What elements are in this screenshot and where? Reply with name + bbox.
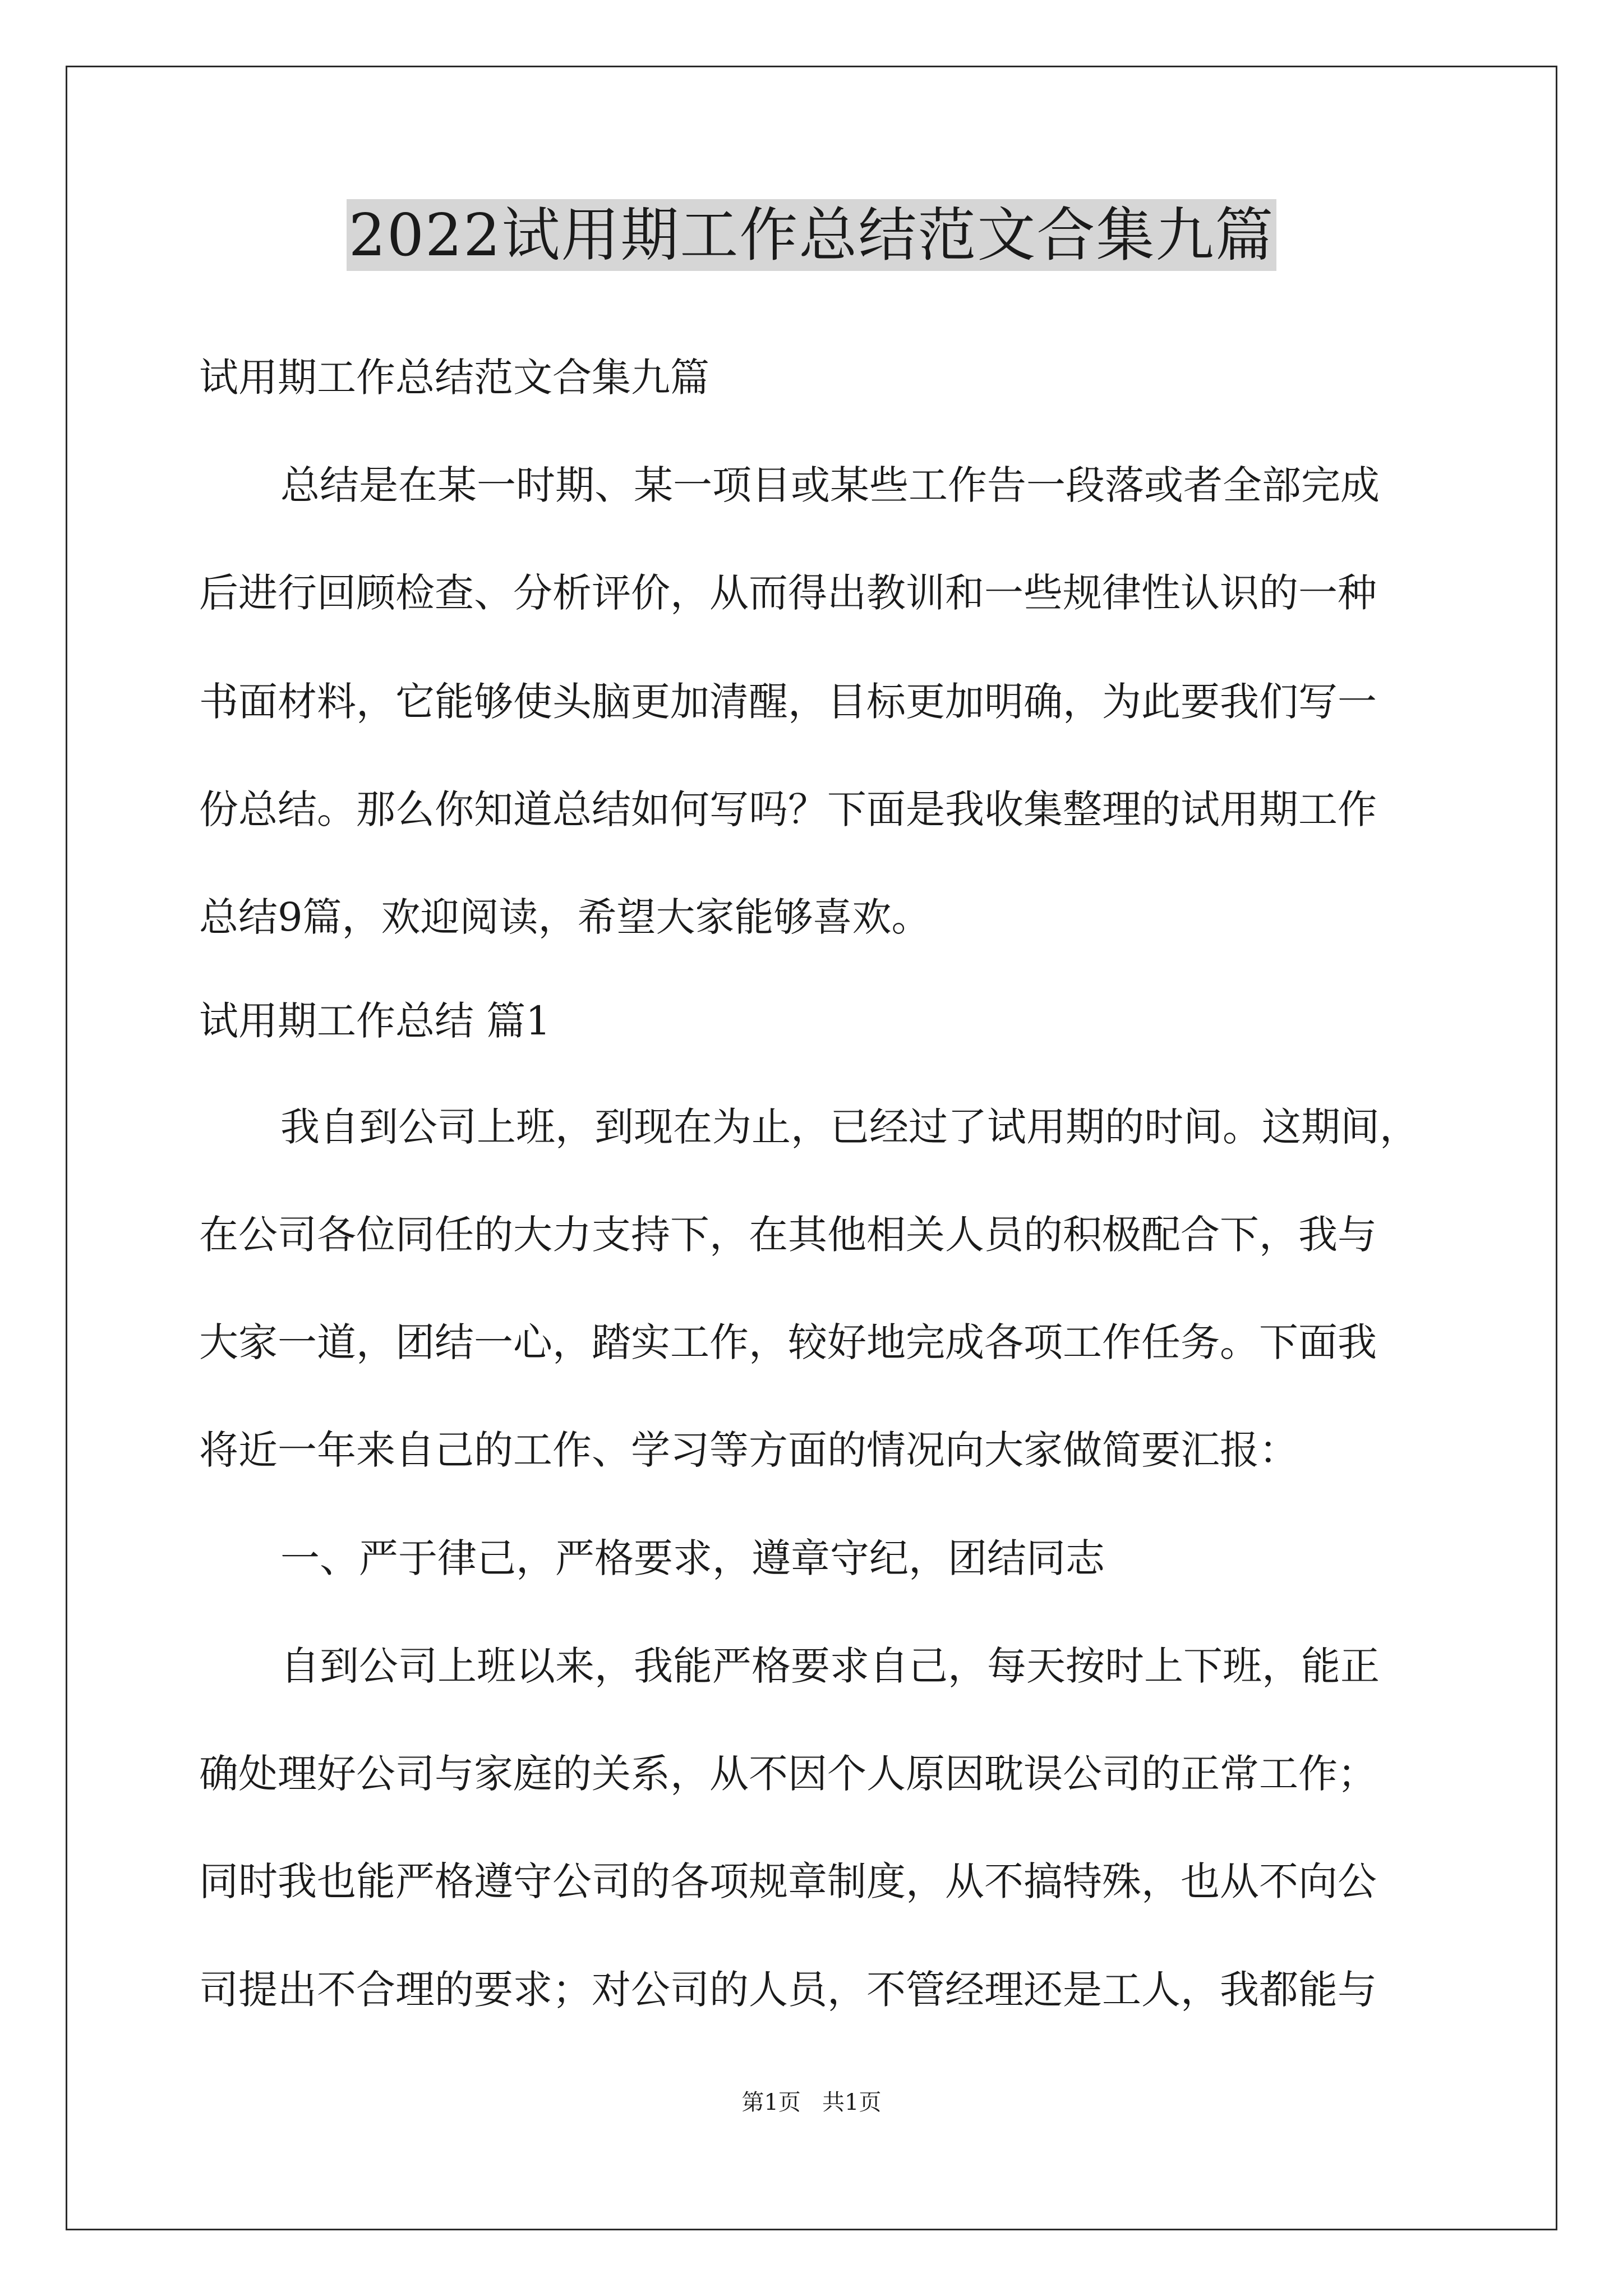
- text-line: 总结9篇，欢迎阅读，希望大家能够喜欢。: [199, 894, 931, 940]
- text-line: 自到公司上班以来，我能严格要求自己，每天按时上下班，能正: [280, 1643, 1380, 1689]
- page-footer: 第1页 共1页: [741, 2090, 882, 2115]
- text-line: 将近一年来自己的工作、学习等方面的情况向大家做简要汇报：: [199, 1427, 1298, 1473]
- text-line: 确处理好公司与家庭的关系，从不因个人原因耽误公司的正常工作；: [199, 1751, 1377, 1797]
- text-line: 我自到公司上班，到现在为止，已经过了试用期的时间。这期间，: [280, 1104, 1419, 1150]
- text-line: 总结是在某一时期、某一项目或某些工作告一段落或者全部完成: [280, 462, 1380, 508]
- section-heading: 试用期工作总结 篇1: [199, 998, 551, 1044]
- text-line: 后进行回顾检查、分析评价，从而得出教训和一些规律性认识的一种: [199, 570, 1377, 616]
- text-line: 同时我也能严格遵守公司的各项规章制度，从不搞特殊，也从不向公: [199, 1858, 1377, 1904]
- document-subtitle: 试用期工作总结范文合集九篇: [199, 355, 709, 401]
- sub-heading: 一、严于律己，严格要求，遵章守纪，团结同志: [280, 1535, 1105, 1581]
- title-container: [0, 199, 1623, 271]
- text-line: 司提出不合理的要求；对公司的人员，不管经理还是工人，我都能与: [199, 1967, 1377, 2013]
- text-line: 大家一道，团结一心，踏实工作，较好地完成各项工作任务。下面我: [199, 1319, 1377, 1365]
- document-title: 2022试用期工作总结范文合集九篇: [347, 199, 1277, 271]
- text-line: 在公司各位同任的大力支持下，在其他相关人员的积极配合下，我与: [199, 1212, 1377, 1258]
- text-line: 份总结。那么你知道总结如何写吗？下面是我收集整理的试用期工作: [199, 786, 1377, 832]
- text-line: 书面材料，它能够使头脑更加清醒，目标更加明确，为此要我们写一: [199, 679, 1377, 725]
